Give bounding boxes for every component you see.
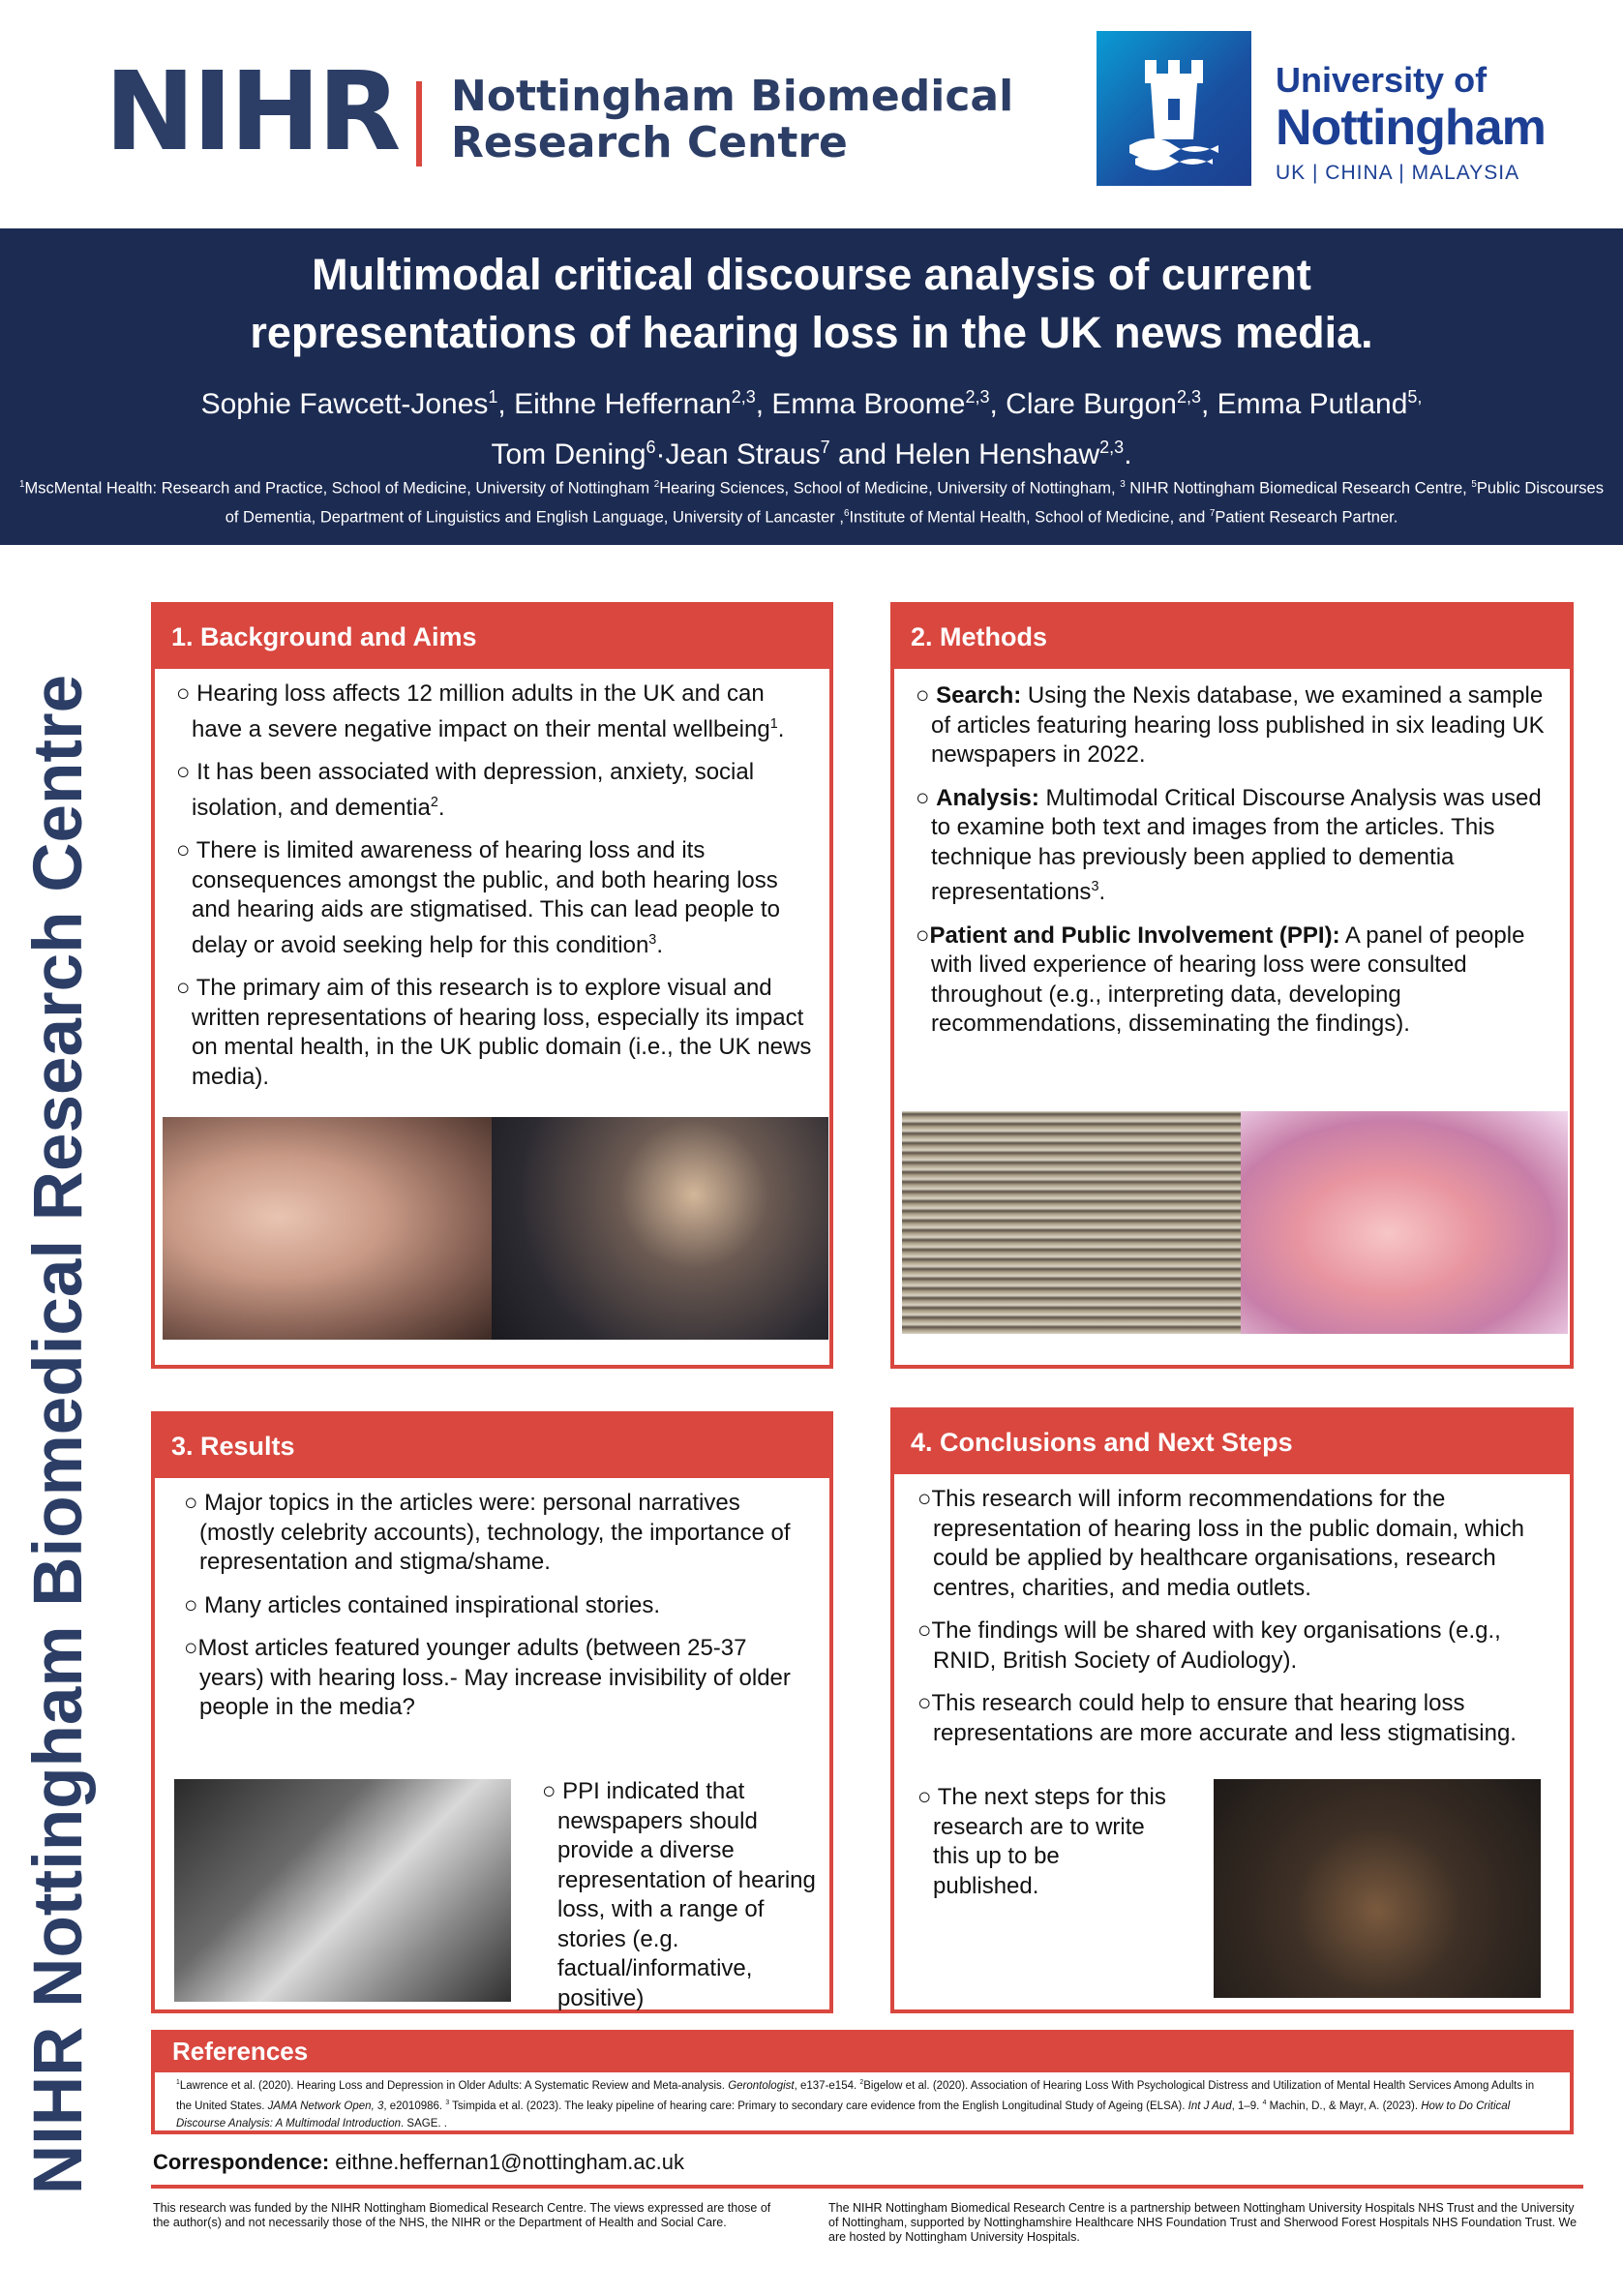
university-crest-icon	[1097, 31, 1251, 186]
bullet-text: ○ The primary aim of this research is to explore visual and written representations of hearing loss, especially its impact on mental health, in the UK public domain (i.e., the UK news media).	[176, 975, 812, 1090]
methods-bullets	[894, 668, 1570, 1040]
bullet-item	[906, 681, 1550, 770]
ref-journal: Int J Aud	[1187, 2100, 1232, 2112]
bullet-sup: 3	[1091, 879, 1099, 894]
ref-journal: JAMA Network Open, 3	[267, 2100, 384, 2112]
author-sup: 2,3	[1176, 387, 1201, 407]
panel-methods	[890, 602, 1574, 1369]
bullet-end: .	[1098, 879, 1106, 905]
author-name: , Clare Burgon	[989, 388, 1177, 420]
bullet-text: ○ Hearing loss affects 12 million adults in the UK and can have a severe negative impact on their mental wellbeing	[176, 680, 770, 742]
bullet-end: .	[437, 794, 445, 821]
bullet-sup: 3	[648, 931, 657, 948]
affil-text: Institute of Mental Health, School of Medicine, and	[849, 508, 1210, 526]
author-line2	[0, 426, 1623, 476]
bullet-text: ○ PPI indicated that newspapers should provide a diverse representation of hearing loss, with a range of stories (e.g. factual/informative, positive)	[542, 1778, 816, 2011]
author-sup: 2,3	[965, 387, 990, 407]
partnership-statement: The NIHR Nottingham Biomedical Research Centre is a partnership between Nottingham University Hospitals NHS Trust and the University of Nottingham, supported by Nottinghamshire Healthcare NHS Foundation Trust and Sherwood Forest Hospitals NHS Foundation Trust. We are hosted by Nottingham University Hospitals.	[828, 2201, 1578, 2244]
bullet-sup: 2	[430, 794, 438, 810]
author-name: , Emma Putland	[1200, 388, 1408, 420]
nihr-logo-subtitle	[451, 74, 1013, 167]
bullet-text: ○ The next steps for this research are to write this up to be published.	[917, 1784, 1166, 1899]
panel-heading: 4. Conclusions and Next Steps	[893, 1410, 1571, 1474]
affil-sup: 6	[843, 507, 850, 519]
bullet-text: ○The findings will be shared with key organisations (e.g., RNID, British Society of Audiology).	[917, 1617, 1501, 1674]
nihr-sub-line2: Research Centre	[451, 118, 848, 168]
bullet-item	[174, 1634, 808, 1723]
reading-newspaper-photo	[174, 1779, 511, 2002]
author-name: ·Jean Straus	[655, 438, 821, 470]
conversation-photo	[492, 1117, 828, 1340]
cafe-conversation-photo	[1214, 1779, 1541, 1998]
side-banner-text: NIHR Nottingham Biomedical Research Centre	[20, 674, 97, 2195]
title-band	[0, 228, 1623, 545]
bullet-item	[532, 1777, 823, 2013]
ref-text: Tsimpida et al. (2023). The leaky pipeline of hearing care: Primary to secondary care evidence from the English Longitudinal Study of Ageing (ELSA).	[449, 2100, 1188, 2112]
affil-sup: 2	[653, 479, 660, 490]
correspondence-email-link[interactable]: eithne.heffernan1@nottingham.ac.uk	[329, 2150, 685, 2174]
bullet-end: .	[656, 931, 663, 958]
bullet-text: ○This research could help to ensure that hearing loss representations are more accurate and less stigmatising.	[917, 1690, 1517, 1746]
bullet-text: A panel of people with lived experience of hearing loss were consulted throughout (e.g., interpreting data, developing recommendations, disseminating the findings).	[931, 921, 1525, 1037]
author-sup: 6	[646, 438, 656, 457]
ref-journal: Gerontologist	[728, 2079, 795, 2092]
ref-text: . SAGE. .	[401, 2117, 447, 2130]
author-sup: 7	[820, 438, 830, 457]
background-bullets	[155, 668, 829, 1092]
funding-statement: This research was funded by the NIHR Nottingham Biomedical Research Centre. The views expressed are those of the author(s) and not necessarily those of the NHS, the NIHR or the Department of Health and Social Care.	[153, 2201, 771, 2229]
bullet-item	[906, 921, 1550, 1040]
references-body	[151, 2070, 1574, 2134]
bullet-text: ○ Major topics in the articles were: personal narratives (mostly celebrity accounts), technology, the importance of representation and stigma/shame.	[184, 1490, 791, 1575]
panel-heading: 3. Results	[154, 1414, 830, 1478]
affil-text: MscMental Health: Research and Practice, School of Medicine, University of Nottingham	[24, 479, 654, 498]
panel-heading: 2. Methods	[893, 605, 1571, 669]
bullet-item	[166, 974, 814, 1092]
ref-sup: 1	[176, 2079, 180, 2086]
author-name: Tom Dening	[491, 438, 646, 470]
affil-sup: 1	[19, 479, 25, 490]
nihr-logo: NIHR	[105, 49, 399, 175]
bullet-item	[174, 1489, 808, 1578]
author-sup: 2,3	[731, 387, 756, 407]
ref-text: Lawrence et al. (2020). Hearing Loss and Depression in Older Adults: A Systematic Review and Meta-analysis.	[179, 2079, 729, 2092]
bullet-item	[908, 1485, 1550, 1603]
bullet-text: ○Most articles featured younger adults (between 25-37 years) with hearing loss.- May increase invisibility of older people in the media?	[184, 1635, 791, 1720]
panel-results	[151, 1411, 833, 2013]
affil-sup: 5	[1471, 479, 1477, 490]
ref-journal: How to Do Critical Discourse Analysis: A Multimodal Introduction	[176, 2100, 1511, 2130]
ref-text: Bigelow et al. (2020). Association of Hearing Loss With Psychological Distress and Utilization of Mental Health Services Among Adults in the United States.	[176, 2079, 1535, 2112]
author-sup: 1	[488, 387, 498, 407]
affil-sup: 7	[1209, 507, 1216, 519]
poster-title	[0, 246, 1623, 362]
bullet-text: Multimodal Critical Discourse Analysis was used to examine both text and images from the articles. This technique has previously been applied to dementia representations	[931, 784, 1542, 905]
uon-logo-line1: University of	[1276, 60, 1488, 100]
affil-text: Public Discourses of Dementia, Department of Linguistics and English Language, University of Lancaster ,	[225, 479, 1604, 526]
ref-text: , e2010986.	[383, 2100, 446, 2112]
bullet-mark: ○	[916, 784, 930, 811]
affil-text: Hearing Sciences, School of Medicine, University of Nottingham,	[659, 479, 1121, 498]
bullet-item	[906, 784, 1550, 908]
bullet-text: ○ It has been associated with depression, anxiety, social isolation, and dementia	[176, 759, 755, 821]
author-line1	[0, 376, 1623, 426]
bullet-text: Using the Nexis database, we examined a sample of articles featuring hearing loss published in six leading UK newspapers in 2022.	[931, 682, 1545, 768]
bullet-label: Patient and Public Involvement (PPI):	[929, 921, 1340, 949]
correspondence	[153, 2150, 684, 2175]
bullet-item	[908, 1783, 1169, 1901]
correspondence-label: Correspondence:	[153, 2150, 330, 2174]
ref-text: Machin, D., & Mayr, A. (2023).	[1266, 2100, 1422, 2112]
affil-text: Patient Research Partner.	[1215, 508, 1398, 526]
title-line1: Multimodal critical discourse analysis of current	[312, 250, 1311, 299]
ref-sup: 3	[445, 2099, 450, 2106]
author-name: , Emma Broome	[755, 388, 966, 420]
bullet-text: ○ Many articles contained inspirational stories.	[184, 1591, 661, 1618]
author-name: , Eithne Heffernan	[497, 388, 732, 420]
bullet-item	[174, 1591, 808, 1621]
author-end: .	[1124, 438, 1132, 470]
next-steps-bullet	[908, 1783, 1169, 1915]
bullet-sup: 1	[769, 715, 778, 732]
castle-icon	[1097, 31, 1251, 186]
results-bullets	[155, 1477, 829, 1723]
title-line2: representations of hearing loss in the UK news media.	[250, 308, 1373, 357]
author-name: Sophie Fawcett-Jones	[200, 388, 489, 420]
affil-sup: 3	[1120, 479, 1126, 490]
panel-heading: 1. Background and Aims	[154, 605, 830, 669]
ref-sup: 2	[859, 2079, 864, 2086]
bullet-mark: ○	[916, 682, 930, 709]
bullet-item	[908, 1689, 1550, 1748]
results-ppi-bullet	[532, 1777, 823, 2027]
bullet-item	[166, 680, 814, 744]
ear-anatomy-photo	[1241, 1111, 1568, 1334]
bullet-label: Analysis:	[936, 784, 1039, 811]
author-list	[0, 376, 1623, 476]
hearing-aid-photo	[163, 1117, 492, 1340]
author-sup: 5,	[1407, 387, 1423, 407]
ref-text: , e137-e154.	[794, 2079, 860, 2092]
bullet-text: ○This research will inform recommendations for the representation of hearing loss in the public domain, which could be applied by healthcare organisations, research centres, charities, and media outlets.	[917, 1486, 1525, 1601]
bullet-mark: ○	[916, 921, 930, 949]
bullet-item	[166, 758, 814, 823]
bullet-end: .	[777, 715, 785, 742]
bullet-text: ○ There is limited awareness of hearing loss and its consequences amongst the public, and both hearing loss and hearing aids are stigmatised. This can lead people to delay or avoid seeking help for this condition	[176, 837, 780, 958]
ref-text: , 1–9.	[1231, 2100, 1263, 2112]
panel-background	[151, 602, 833, 1369]
author-name: and Helen Henshaw	[829, 438, 1100, 470]
nihr-logo-divider	[416, 81, 422, 166]
uon-logo-line2: Nottingham	[1276, 100, 1546, 156]
side-banner	[15, 612, 103, 2257]
ref-sup: 4	[1262, 2099, 1267, 2106]
author-sup: 2,3	[1099, 438, 1125, 457]
nihr-sub-line1: Nottingham Biomedical	[451, 72, 1014, 121]
newspaper-stack-photo	[902, 1111, 1241, 1334]
panel-conclusions	[890, 1407, 1574, 2013]
bullet-label: Search:	[936, 682, 1022, 709]
conclusions-bullets	[894, 1473, 1570, 1748]
affiliations	[19, 472, 1604, 529]
bullet-item	[908, 1616, 1550, 1676]
references-heading: References	[151, 2030, 1574, 2072]
bullet-item	[166, 836, 814, 960]
uon-logo-line3: UK | CHINA | MALAYSIA	[1276, 162, 1520, 184]
footer-divider	[151, 2185, 1583, 2189]
affil-text: NIHR Nottingham Biomedical Research Centre,	[1125, 479, 1472, 498]
